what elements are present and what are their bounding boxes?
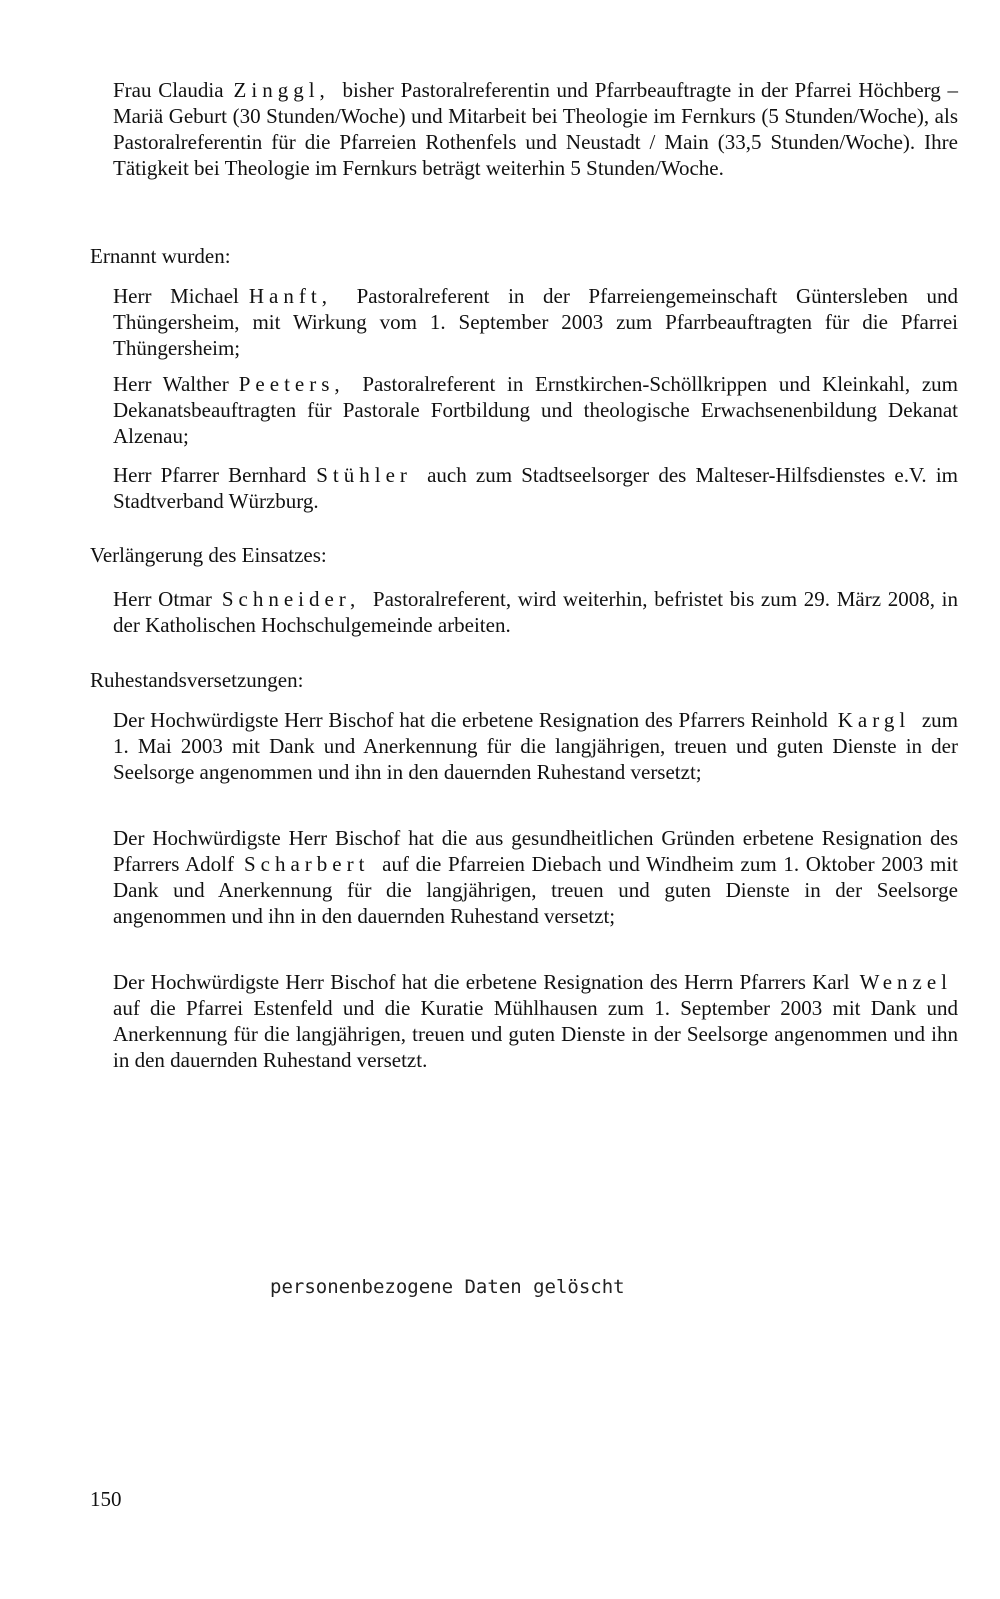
intro-after: bisher Pastoralreferentin und Pfarrbeauftragte in der Pfarrei Höchberg – Mariä Geburt (30 Stunden/Woche) und Mitarbeit bei Theologie im Fernkurs (5 Stunden/Woche), als Pastoralreferentin für die Pfarreien Rothenfels und Neustadt / Main (33,5 Stunden/Woche). Ihre Tätigkeit bei Theologie im Fernkurs beträgt weiterhin 5 Stunden/Woche. (113, 78, 959, 180)
entry-name: Wenzel (859, 970, 952, 994)
intro-before: Frau Claudia (113, 78, 224, 102)
entry-name: Hanft, (248, 284, 332, 308)
retirement-entry (113, 825, 958, 929)
section-heading-appointments: Ernannt wurden: (90, 244, 231, 268)
intro-name: Zinggl, (233, 78, 330, 102)
retirement-entry (113, 707, 958, 785)
entry-name: Scharbert (243, 852, 370, 876)
entry-name: Schneider, (221, 587, 361, 611)
entry-name: Stühler (316, 463, 412, 487)
appointment-entry (113, 283, 958, 361)
redaction-stamp: personenbezogene Daten gelöscht (270, 1276, 625, 1298)
entry-after: Pastoralreferent, wird weiterhin, befristet bis zum 29. März 2008, in der Katholischen Hochschulgemeinde arbeiten. (113, 587, 959, 637)
entry-after: Pastoralreferent in Ernstkirchen-Schöllkrippen und Kleinkahl, zum Dekanatsbeauftragten für Pastorale Fortbildung und theologische Erwachsenenbildung Dekanat Alzenau; (113, 372, 959, 448)
extension-entry (113, 586, 958, 638)
appointment-entry (113, 462, 958, 514)
entry-before: Herr Walther (113, 372, 229, 396)
entry-after: auf die Pfarreien Diebach und Windheim zum 1. Oktober 2003 mit Dank und Anerkennung für die langjährigen, treuen und guten Dienste in der Seelsorge angenommen und ihn in den dauernden Ruhestand versetzt; (113, 852, 958, 928)
section-heading-extension: Verlängerung des Einsatzes: (90, 543, 327, 567)
entry-after: auf die Pfarrei Estenfeld und die Kuratie Mühlhausen zum 1. September 2003 mit Dank und Anerkennung für die langjährigen, treuen und guten Dienste in der Seelsorge angenommen und ihn in den dauernden Ruhestand versetzt. (113, 996, 958, 1072)
entry-before: Der Hochwürdigste Herr Bischof hat die erbetene Resignation des Pfarrers Reinhold (113, 708, 828, 732)
retirement-entry (113, 969, 958, 1073)
entry-after: zum 1. Mai 2003 mit Dank und Anerkennung für die langjährigen, treuen und guten Dienste in der Seelsorge angenommen und ihn in den dauernden Ruhestand versetzt; (113, 708, 959, 784)
page-number: 150 (90, 1487, 122, 1511)
entry-before: Herr Pfarrer Bernhard (113, 463, 307, 487)
entry-before: Der Hochwürdigste Herr Bischof hat die erbetene Resignation des Herrn Pfarrers Karl (113, 970, 850, 994)
entry-before: Herr Michael (113, 284, 239, 308)
entry-after: Pastoralreferent in der Pfarreiengemeinschaft Güntersleben und Thüngersheim, mit Wirkung vom 1. September 2003 zum Pfarrbeauftragten für die Pfarrei Thüngersheim; (113, 284, 959, 360)
section-heading-retirements: Ruhestandsversetzungen: (90, 668, 304, 692)
entry-name: Kargl (837, 708, 911, 732)
intro-paragraph (113, 77, 958, 181)
entry-after: auch zum Stadtseelsorger des Malteser-Hilfsdienstes e.V. im Stadtverband Würzburg. (113, 463, 959, 513)
entry-name: Peeters, (238, 372, 345, 396)
entry-before: Der Hochwürdigste Herr Bischof hat die aus gesundheitlichen Gründen erbetene Resignation des Pfarrers Adolf (113, 826, 958, 876)
appointment-entry (113, 371, 958, 449)
entry-before: Herr Otmar (113, 587, 212, 611)
